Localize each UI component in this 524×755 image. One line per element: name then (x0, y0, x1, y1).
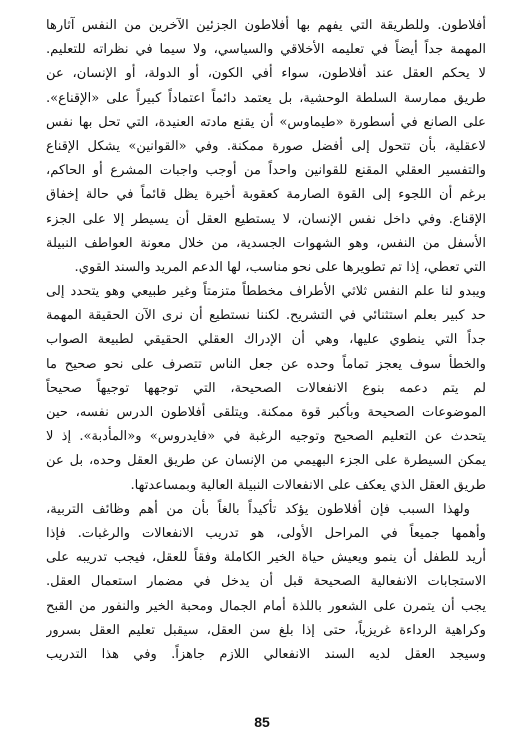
text-line: لا يحكم العقل عند أفلاطون، سواء أفي الكون، أو الدولة، أو الإنسان، عن (46, 66, 486, 82)
text-line: الإقناع. وفي داخل نفس الإنسان، لا يستطيع العقل أن يسيطر إلا على الجزء (46, 211, 486, 227)
page-number: 85 (254, 714, 270, 730)
body-text (46, 14, 486, 667)
text-line: برغم أن اللجوء إلى القوة الصارمة كعقوبة أخيرة يظل قائماً في حالة إخفاق (46, 187, 486, 203)
text-line: يمكن السيطرة على الجزء البهيمي من الإنسان عن طريق العقل وحده، بل عن (46, 453, 486, 469)
text-line: المهمة جداً أيضاً في تعليمه الأخلاقي والسياسي، ولا سيما في نظراته للتعليم. (46, 42, 486, 58)
text-line: والتفسير العقلي المقنع للقوانين واحداً من أوجب واجبات المشرع أو الحاكم، (46, 163, 486, 179)
text-line: الموضوعات الصحيحة وبأكبر قوة ممكنة. ويتلقى أفلاطون الدرس نفسه، حين (46, 405, 486, 420)
text-line: ولهذا السبب فإن أفلاطون يؤكد تأكيداً بالغاً بأن من أهم وظائف التربية، (46, 501, 470, 517)
text-line: وأهمها جميعاً في المراحل الأولى، هو تدريب الانفعالات والرغبات. فإذا (46, 525, 486, 541)
text-line: وسيجد العقل لديه السند الانفعالي اللازم جاهزاً. وفي هذا التدريب (46, 646, 486, 662)
text-line: التي تعطي، إذا تم تطويرها على نحو مناسب، لها الدعم المريد والسند القوي. (74, 259, 486, 275)
text-line: يتحدث عن التعليم الصحيح وتوجيه الرغبة في «فايدروس» و«المأدبة». إذ لا (46, 429, 486, 445)
text-line: والخطأ سوف يعجز تماماً وحده عن جعل الناس تتصرف على نحو صحيح ما (46, 356, 486, 372)
text-line: أريد للطفل أن ينمو ويعيش حياة الخير الكاملة وفقاً للعقل، فيجب تدريبه على (46, 550, 486, 566)
text-line: طريق العقل الذي يعكف على الانفعالات النبيلة العالية وبمساعدتها. (130, 477, 486, 493)
text-line: لم يتم دعمه بنوع الانفعالات الصحيحة، التي توجهها توجيهاً صحيحاً (46, 380, 486, 396)
text-line: الأسفل من النفس، وهو الشهوات الجسدية، من خلال معونة العواطف النبيلة (46, 235, 486, 251)
text-line: حد كبير بعلم استثنائي في التشريح. لكننا نستطيع أن نرى الآن الحقيقة المهمة (46, 308, 486, 324)
text-line: طريق ممارسة السلطة الوحشية، بل يعتمد دائماً اعتماداً كبيراً على «الإقناع». (46, 90, 486, 106)
text-line: لاعقلية، بأن تتحول إلى أفضل صورة ممكنة. وفي «القوانين» يشكل الإقناع (46, 138, 486, 154)
text-line: وكراهية الرداءة غريزياً، حتى إذا بلغ سن العقل، سيقبل تعليم العقل بسرور (46, 622, 486, 638)
text-line: ويبدو لنا علم النفس ثلاثي الأطراف مخططاً متزمتاً وغير طبيعي وهو يتحدد إلى (46, 284, 486, 300)
text-line: على الصانع في أسطورة «طيماوس» أن يقنع مادته العنيدة، التي تحل بها نفس (46, 114, 486, 130)
text-line: الاستجابات الانفعالية الصحيحة قبل أن يدخل في مضمار استعمال العقل. (46, 574, 486, 590)
text-line: جداً التي ينطوي عليها، وهي أن الإدراك العقلي الحقيقي لطبيعة الصواب (46, 332, 486, 348)
text-line: أفلاطون. وللطريقة التي يفهم بها أفلاطون الجزئين الآخرين من النفس آثارها (46, 18, 486, 33)
text-line: يجب أن يتمرن على الشعور باللذة أمام الجمال ومحبة الخير والنفور من القبح (46, 598, 486, 614)
